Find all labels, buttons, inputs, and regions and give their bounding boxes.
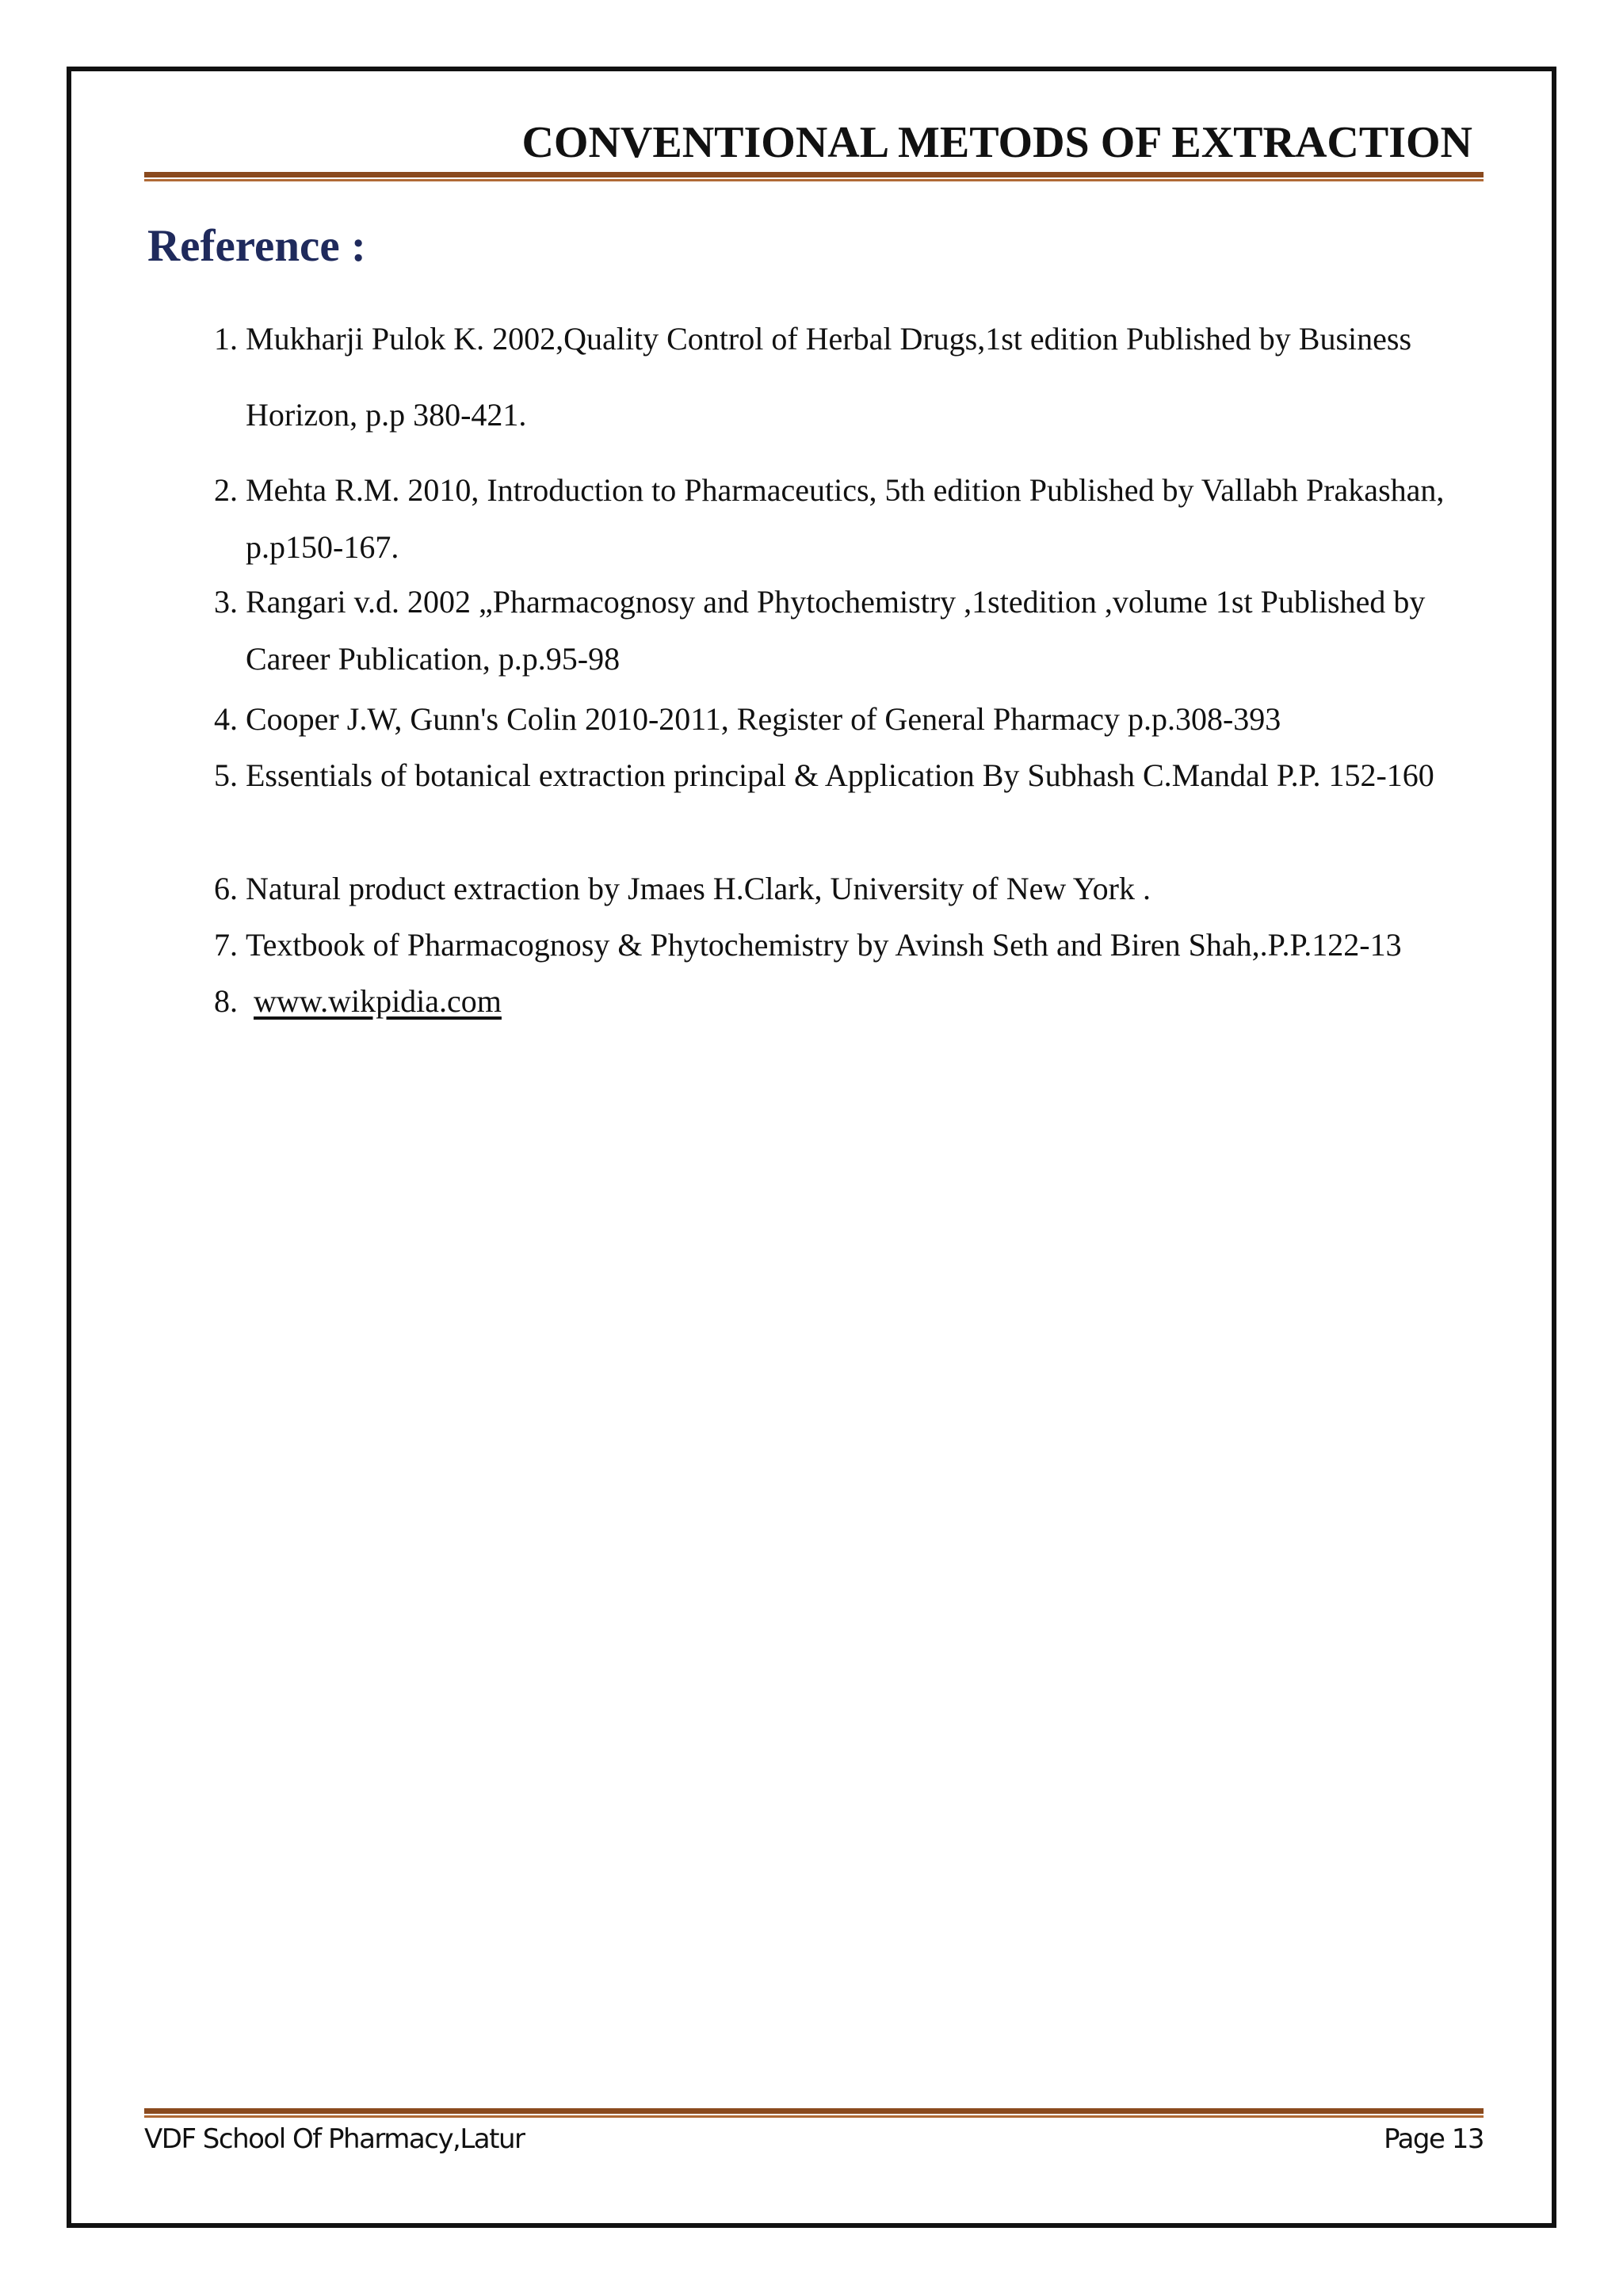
reference-number: 7. bbox=[214, 927, 238, 963]
reference-number: 4. bbox=[214, 701, 238, 737]
reference-number: 8. bbox=[214, 983, 238, 1019]
section-heading: Reference : bbox=[147, 221, 366, 271]
reference-text: Rangari v.d. 2002 „Pharmacognosy and Phytochemistry ,1stedition ,volume 1st Published by Career Publication, p.p.95-98 bbox=[246, 584, 1426, 677]
reference-number: 2. bbox=[214, 472, 238, 508]
reference-item bbox=[190, 301, 1490, 453]
reference-text: Mukharji Pulok K. 2002,Quality Control of Herbal Drugs,1st edition Published by Business Horizon, p.p 380-421. bbox=[246, 321, 1412, 433]
reference-number: 5. bbox=[214, 757, 238, 793]
reference-text: Textbook of Pharmacognosy & Phytochemistry by Avinsh Seth and Biren Shah,.P.P.122-13 bbox=[246, 927, 1402, 963]
footer-institution: VDF School Of Pharmacy,Latur bbox=[144, 2123, 525, 2155]
reference-number: 6. bbox=[214, 871, 238, 906]
reference-link[interactable]: www.wikpidia.com bbox=[254, 983, 502, 1019]
header-rule bbox=[144, 172, 1484, 181]
reference-item bbox=[190, 973, 1490, 1030]
reference-number: 3. bbox=[214, 584, 238, 620]
reference-text: Essentials of botanical extraction principal & Application By Subhash C.Mandal P.P. 152-160 bbox=[246, 757, 1434, 793]
footer-page-number: Page 13 bbox=[1384, 2123, 1484, 2155]
footer-rule bbox=[144, 2108, 1484, 2118]
reference-text: Cooper J.W, Gunn's Colin 2010-2011, Register of General Pharmacy p.p.308-393 bbox=[246, 701, 1281, 737]
reference-item bbox=[190, 917, 1490, 974]
reference-item bbox=[190, 574, 1490, 688]
reference-item bbox=[190, 691, 1490, 748]
reference-number: 1. bbox=[214, 321, 238, 357]
reference-item bbox=[190, 462, 1490, 576]
reference-item bbox=[190, 860, 1490, 917]
reference-text: Natural product extraction by Jmaes H.Clark, University of New York . bbox=[246, 871, 1151, 906]
reference-item bbox=[190, 747, 1490, 804]
reference-text: Mehta R.M. 2010, Introduction to Pharmaceutics, 5th edition Published by Vallabh Prakashan, p.p150-167. bbox=[246, 472, 1445, 565]
header-title: CONVENTIONAL METODS OF EXTRACTION bbox=[521, 118, 1472, 167]
